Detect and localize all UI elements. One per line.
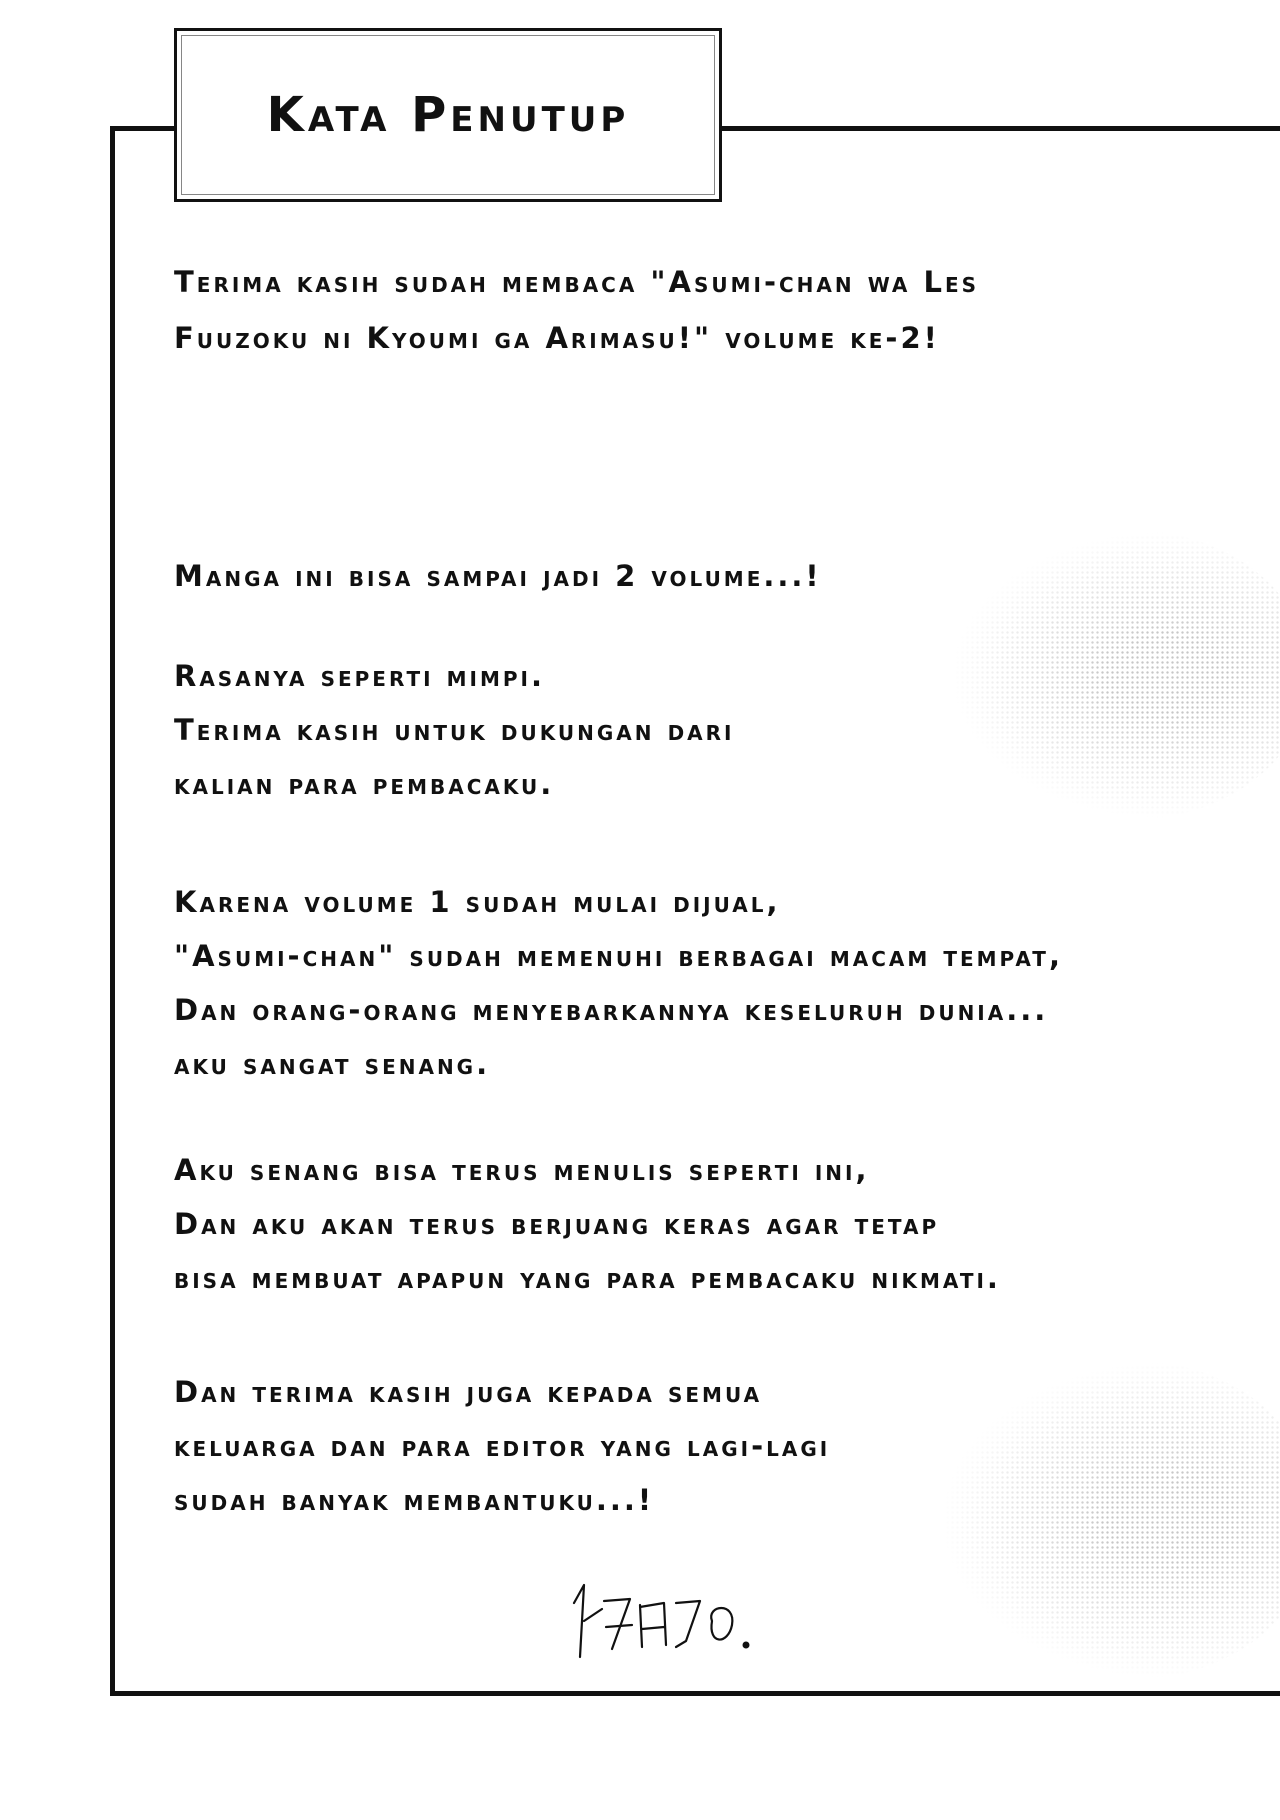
text-line: Fuuzoku ni Kyoumi ga Arimasu!" volume ke-2! bbox=[174, 321, 940, 355]
text-line: Terima kasih sudah membaca "Asumi-chan wa Les bbox=[174, 265, 980, 299]
text-line: Dan aku akan terus berjuang keras agar tetap bbox=[174, 1207, 940, 1241]
text-line: "Asumi-chan" sudah memenuhi berbagai macam tempat, bbox=[174, 939, 1063, 973]
text-line: keluarga dan para editor yang lagi-lagi bbox=[174, 1429, 831, 1463]
text-line: Terima kasih untuk dukungan dari bbox=[174, 713, 735, 747]
text-line: Dan terima kasih juga kepada semua bbox=[174, 1375, 763, 1409]
text-line: Manga ini bisa sampai jadi 2 volume...! bbox=[174, 559, 822, 593]
text-line: aku sangat senang. bbox=[174, 1047, 491, 1081]
text-line: kalian para pembacaku. bbox=[174, 767, 555, 801]
page-title: Kata Penutup bbox=[266, 87, 630, 143]
text-line: Dan orang-orang menyebarkannya keseluruh dunia... bbox=[174, 993, 1049, 1027]
text-line: Karena volume 1 sudah mulai dijual, bbox=[174, 885, 781, 919]
text-line: Aku senang bisa terus menulis seperti ini, bbox=[174, 1153, 870, 1187]
title-box bbox=[174, 28, 722, 202]
text-line: Rasanya seperti mimpi. bbox=[174, 659, 546, 693]
author-signature bbox=[560, 1565, 800, 1665]
text-line: bisa membuat apapun yang para pembacaku nikmati. bbox=[174, 1261, 1001, 1295]
text-line: sudah banyak membantuku...! bbox=[174, 1483, 655, 1517]
